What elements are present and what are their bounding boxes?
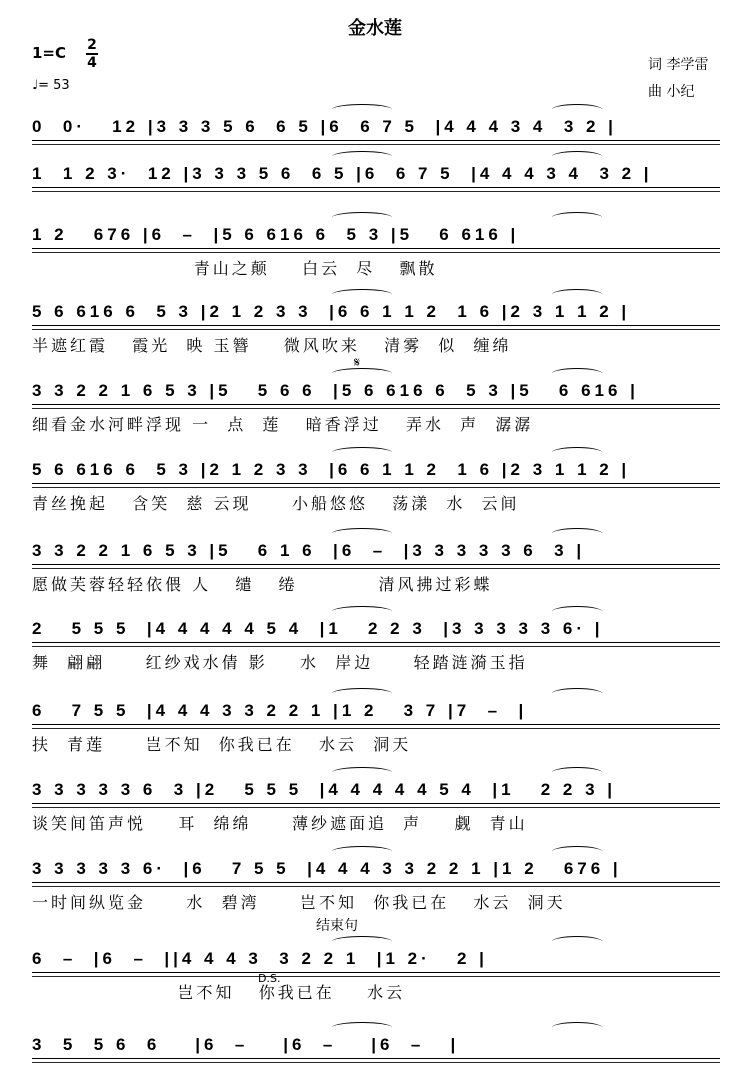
beam-line bbox=[32, 646, 720, 649]
notation-line: 3 3 3 3 3 6 3 |2 5 5 5 |4 4 4 4 4 5 4 |1 2 2 3 | bbox=[32, 780, 616, 799]
time-signature bbox=[86, 38, 98, 70]
tempo-mark: ♩= 53 bbox=[32, 78, 70, 93]
lyric-line: 细看金水河畔浮现 一 点 莲 暗香浮过 弄水 声 潺潺 bbox=[32, 415, 534, 434]
beam-line bbox=[32, 487, 720, 490]
beam-line bbox=[32, 807, 720, 810]
notation-line: 1 2 676 |6 – |5 6 616 6 5 3 |5 6 616 | bbox=[32, 225, 520, 244]
ending-label: 结束句 bbox=[316, 918, 358, 934]
notation-line: 0 0· 12 |3 3 3 5 6 6 5 |6 6 7 5 |4 4 4 3 4 3 2 | bbox=[32, 117, 617, 136]
notation-line: 2 5 5 5 |4 4 4 4 4 5 4 |1 2 2 3 |3 3 3 3 3 6· | bbox=[32, 619, 604, 638]
slur-mark bbox=[332, 1022, 392, 1033]
ds-mark: D.S. bbox=[258, 972, 281, 985]
slur-mark bbox=[552, 846, 602, 857]
beam-line bbox=[32, 191, 720, 194]
slur-mark bbox=[332, 289, 392, 300]
beam-line bbox=[32, 1062, 720, 1065]
slur-mark bbox=[552, 289, 602, 300]
slur-mark bbox=[552, 1022, 602, 1033]
slur-mark bbox=[332, 936, 392, 947]
composer: 曲 小纪 bbox=[648, 84, 695, 100]
lyric-line: 青丝挽起 含笑 慈 云现 小船悠悠 荡漾 水 云间 bbox=[32, 494, 520, 513]
slur-mark bbox=[552, 606, 602, 617]
notation-line: 3 3 3 3 3 6· |6 7 5 5 |4 4 4 3 3 2 2 1 |1 2 676 | bbox=[32, 859, 622, 878]
beam-line bbox=[32, 568, 720, 571]
beam-line bbox=[32, 972, 720, 975]
lyric-line: 扶 青莲 岂不知 你我已在 水云 洞天 bbox=[32, 735, 412, 754]
slur-mark bbox=[552, 151, 602, 162]
notation-line: 6 7 5 5 |4 4 4 3 3 2 2 1 |1 2 3 7 |7 – | bbox=[32, 701, 528, 720]
slur-mark bbox=[332, 151, 392, 162]
slur-mark bbox=[332, 368, 392, 379]
beam-line bbox=[32, 886, 720, 889]
lyric-line: 岂不知 你我已在 水云 bbox=[32, 983, 406, 1002]
beam-line bbox=[32, 976, 720, 979]
credits bbox=[648, 52, 708, 106]
beam-line bbox=[32, 724, 720, 727]
notation-line: 3 3 2 2 1 6 5 3 |5 5 6 6 |5 6 616 6 5 3 |5 6 616 | bbox=[32, 381, 639, 400]
beam-line bbox=[32, 140, 720, 143]
slur-mark bbox=[332, 688, 392, 699]
beam-line bbox=[32, 642, 720, 645]
beam-line bbox=[32, 728, 720, 731]
notation-line: 3 3 2 2 1 6 5 3 |5 6 1 6 |6 – |3 3 3 3 3 6 3 | bbox=[32, 541, 586, 560]
lyric-line: 愿做芙蓉轻轻依偎 人 缱 绻 清风拂过彩蝶 bbox=[32, 575, 493, 594]
slur-mark bbox=[332, 447, 392, 458]
notation-line: 5 6 616 6 5 3 |2 1 2 3 3 |6 6 1 1 2 1 6 |2 3 1 1 2 | bbox=[32, 460, 631, 479]
beam-line bbox=[32, 483, 720, 486]
notation-line: 6 – |6 – ||4 4 4 3 3 2 2 1 |1 2· 2 | bbox=[32, 949, 488, 968]
slur-mark bbox=[552, 212, 602, 223]
lyric-line: 一时间纵览金 水 碧湾 岂不知 你我已在 水云 洞天 bbox=[32, 893, 566, 912]
slur-mark bbox=[552, 688, 602, 699]
slur-mark bbox=[552, 936, 602, 947]
key-signature: 1=C bbox=[32, 44, 67, 62]
beam-line bbox=[32, 329, 720, 332]
lyric-line: 青山之颠 白云 尽 飘散 bbox=[32, 259, 438, 278]
time-bottom: 4 bbox=[87, 55, 97, 71]
lyric-line: 谈笑间笛声悦 耳 绵绵 薄纱遮面追 声 觑 青山 bbox=[32, 814, 528, 833]
slur-mark bbox=[332, 606, 392, 617]
lyric-line: 半遮红霞 霞光 映 玉簪 微风吹来 清雾 似 缠绵 bbox=[32, 336, 512, 355]
slur-mark bbox=[332, 528, 392, 539]
beam-line bbox=[32, 408, 720, 411]
slur-mark bbox=[552, 368, 602, 379]
beam-line bbox=[32, 144, 720, 147]
notation-line: 5 6 616 6 5 3 |2 1 2 3 3 |6 6 1 1 2 1 6 |2 3 1 1 2 | bbox=[32, 302, 631, 321]
lyricist: 词 李学雷 bbox=[648, 57, 709, 73]
time-top: 2 bbox=[87, 37, 97, 53]
slur-mark bbox=[332, 767, 392, 778]
beam-line bbox=[32, 187, 720, 190]
lyric-line: 舞 翩翩 红纱戏水倩 影 水 岸边 轻踏涟漪玉指 bbox=[32, 653, 528, 672]
beam-line bbox=[32, 404, 720, 407]
slur-mark bbox=[332, 846, 392, 857]
slur-mark bbox=[332, 104, 392, 115]
notation-line: 1 1 2 3· 12 |3 3 3 5 6 6 5 |6 6 7 5 |4 4 4 3 4 3 2 | bbox=[32, 164, 653, 183]
beam-line bbox=[32, 803, 720, 806]
beam-line bbox=[32, 248, 720, 251]
slur-mark bbox=[552, 528, 602, 539]
segno-mark: 𝄋 bbox=[354, 355, 361, 371]
beam-line bbox=[32, 1058, 720, 1061]
slur-mark bbox=[552, 104, 602, 115]
beam-line bbox=[32, 564, 720, 567]
page-title: 金水莲 bbox=[348, 18, 402, 39]
beam-line bbox=[32, 882, 720, 885]
notation-line: 3 5 5 6 6 |6 – |6 – |6 – | bbox=[32, 1035, 460, 1054]
beam-line bbox=[32, 325, 720, 328]
beam-line bbox=[32, 252, 720, 255]
slur-mark bbox=[552, 767, 602, 778]
slur-mark bbox=[332, 212, 392, 223]
slur-mark bbox=[552, 447, 602, 458]
